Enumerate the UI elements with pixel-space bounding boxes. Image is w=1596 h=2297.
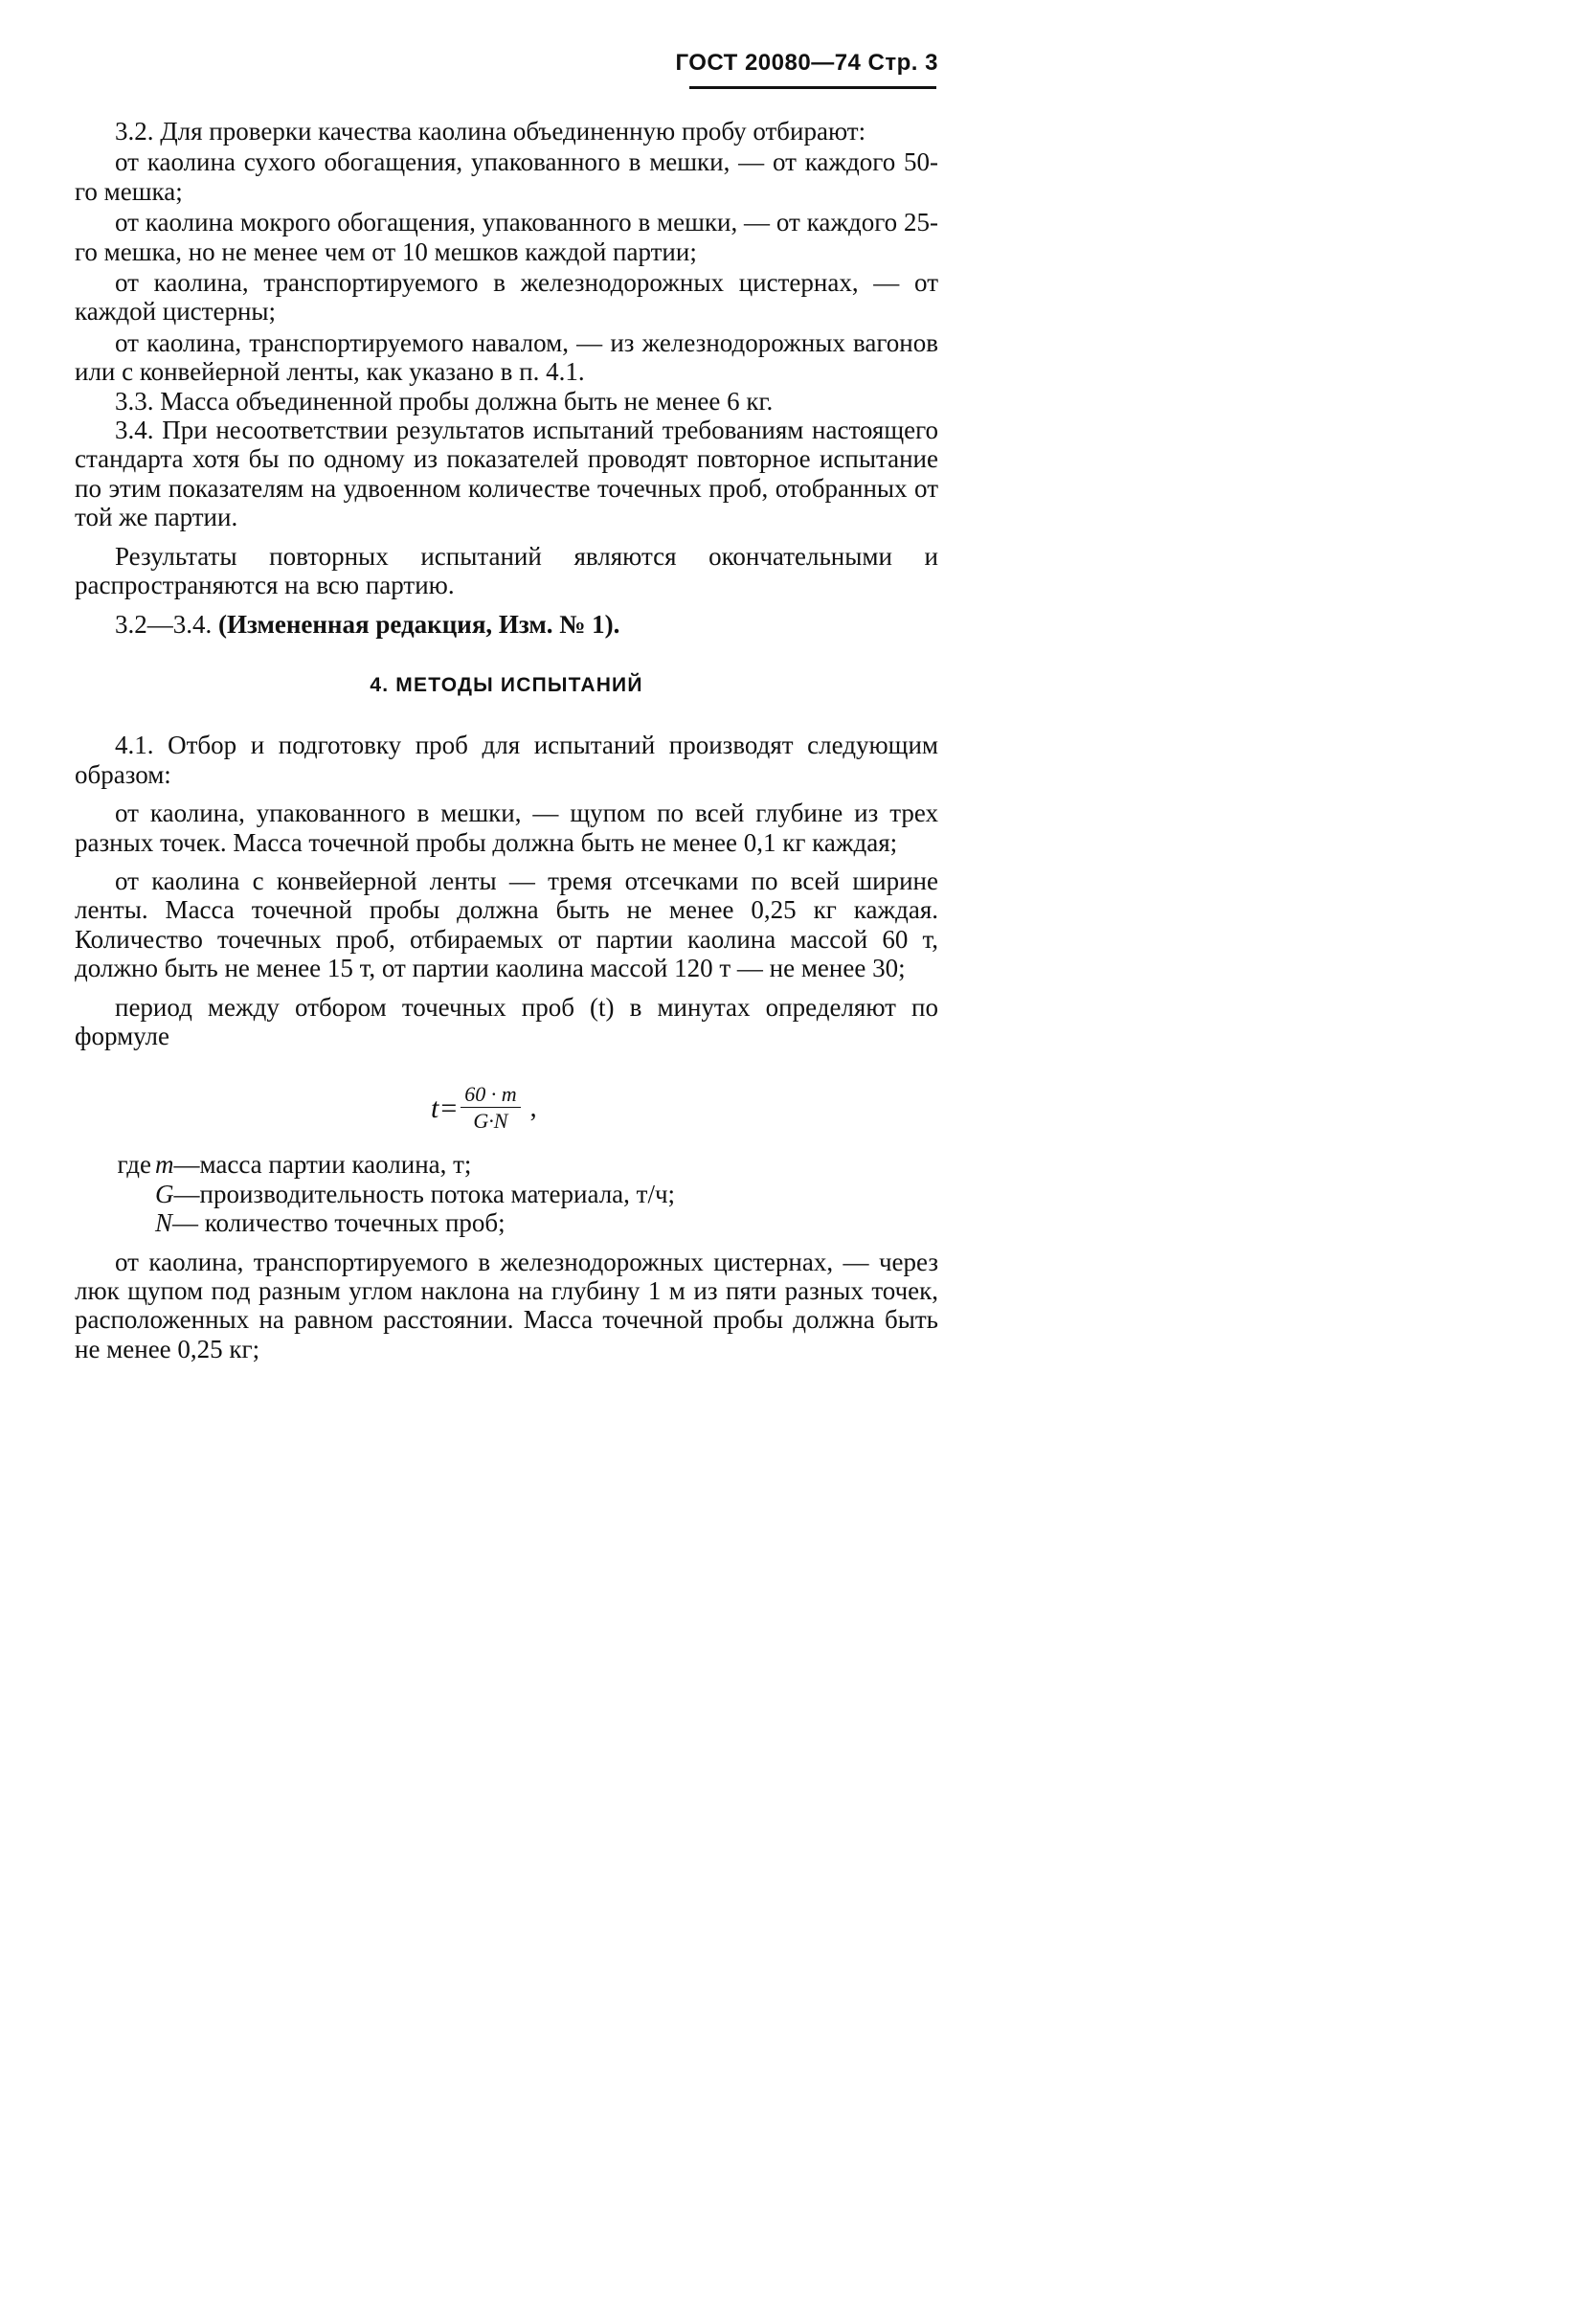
paragraph-results: Результаты повторных испытаний являются окончательными и распространяются на всю партию. (75, 541, 938, 600)
legend-text: — количество точечных проб; (172, 1208, 506, 1238)
paragraph-bags: от каолина, упакованного в мешки, — щупом по всей глубине из трех разных точек. Масса точечной пробы должна быть не менее 0,1 кг каждая; (75, 799, 938, 857)
legend-symbol: N (155, 1208, 173, 1238)
header-standard-label: ГОСТ 20080—74 Стр. 3 (675, 50, 938, 76)
header-rule (689, 86, 936, 89)
formula-lhs: t (431, 1092, 439, 1124)
formula-equals: = (440, 1092, 458, 1124)
paragraph-3-3: 3.3. Масса объединенной пробы должна быть не менее 6 кг. (115, 386, 774, 416)
formula-legend (75, 1150, 938, 1237)
legend-row (75, 1180, 938, 1208)
formula-denominator: G·N (473, 1109, 508, 1134)
paragraph-conveyor: от каолина с конвейерной ленты — тремя отсечками по всей ширине ленты. Масса точечной пробы должна быть не менее 0,25 кг каждая. Количество точечных проб, отбираемых от партии каолина массой 60 т, должно быть не менее 15 т, от партии каолина массой 120 т — не менее 30; (75, 866, 938, 983)
formula-comma: , (529, 1092, 537, 1123)
legend-row (75, 1150, 938, 1179)
amendment-ref: 3.2—3.4. (115, 609, 213, 639)
paragraph-wet-enrichment: от каолина мокрого обогащения, упакованного в мешки, — от каждого 25-го мешка, но не менее чем от 10 мешков каждой партии; (75, 208, 938, 266)
paragraph-bulk: от каолина, транспортируемого навалом, — из железнодорожных вагонов или с конвейерной ленты, как указано в п. 4.1. (75, 327, 938, 387)
document-page (0, 0, 1034, 1490)
paragraph-rail-tanks-sampling: от каолина, транспортируемого в железнодорожных цистернах, — через люк щупом под разным углом наклона на глубину 1 м из пяти разных точек, расположенных на равном расстоянии. Масса точечной пробы должна быть не менее 0,25 кг; (75, 1247, 938, 1363)
formula-fraction (461, 1083, 520, 1134)
legend-symbol: m (155, 1150, 174, 1180)
legend-text: —производительность потока материала, т/ч; (173, 1179, 676, 1208)
formula-numerator: 60 · m (461, 1083, 520, 1108)
section-title: 4. МЕТОДЫ ИСПЫТАНИЙ (370, 673, 643, 696)
amendment-note (75, 610, 938, 639)
formula (431, 1083, 537, 1134)
paragraph-dry-enrichment: от каолина сухого обогащения, упакованного в мешки, — от каждого 50-го мешка; (75, 147, 938, 206)
legend-symbol: G (155, 1179, 174, 1208)
paragraph-rail-tanks: от каолина, транспортируемого в железнодорожных цистернах, — от каждой цистерны; (75, 268, 938, 327)
amendment-text: (Измененная редакция, Изм. № 1). (218, 609, 620, 639)
paragraph-3-2: 3.2. Для проверки качества каолина объединенную пробу отбирают: (115, 117, 866, 146)
legend-lead: где (117, 1150, 151, 1180)
paragraph-3-4: 3.4. При несоответствии результатов испытаний требованиям настоящего стандарта хотя бы по одному из показателей проводят повторное испытание по этим показателям на удвоенном количестве точечных проб, отобранных от той же партии. (75, 416, 938, 532)
legend-row (75, 1208, 938, 1237)
formula-block (75, 1058, 938, 1146)
paragraph-4-1: 4.1. Отбор и подготовку проб для испытаний производят следующим образом: (75, 731, 938, 789)
page-header (675, 50, 938, 77)
paragraph-period: период между отбором точечных проб (t) в минутах определяют по формуле (75, 992, 938, 1050)
legend-text: —масса партии каолина, т; (173, 1150, 472, 1180)
document-body (75, 117, 938, 1363)
